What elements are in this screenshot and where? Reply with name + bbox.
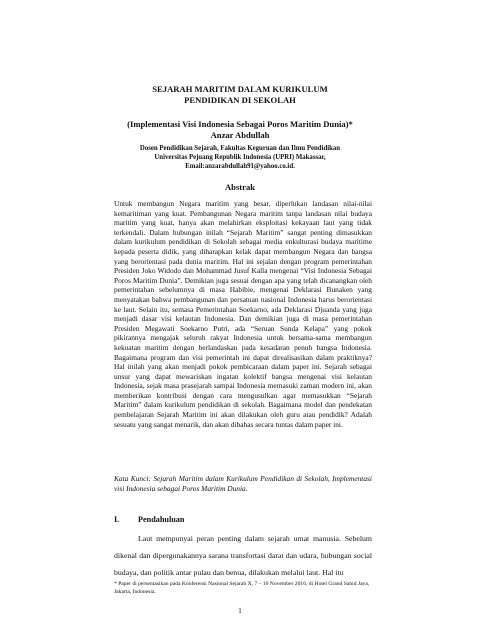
section-title: Pendahuluan xyxy=(138,515,185,524)
abstract-heading: Abstrak xyxy=(224,182,256,192)
footnote: * Paper di persentasikan pada Konferensi Nasional Sejarah X, 7 – 10 November 2016, di Hotel Grand Sahid Jaya, Jakarta, Indonesia. xyxy=(114,581,370,595)
intro-paragraph: Laut mempunyai peran penting dalam sejarah umat manusia. Sebelum dikenal dan dipergunakannya sarana transfortasi darat dan udara, hubungan social budaya, dan politik antar pulau dan benua, dilakukan melalui laut. Hal itu xyxy=(114,534,372,577)
section-heading xyxy=(114,515,184,524)
page-number: 1 xyxy=(238,606,242,615)
abstract-text: Untuk membangun Negara maritim yang besar, diperlukan landasan nilai-nilai kemaritiman yang kuat. Pembangunan Negara maritim tanpa landasan nilai budaya maritim yang kuat, hanya akan melahirkan eksploitasi kekayaan laut yang tidak terkendali. Dalam hubungan inilah “Sejarah Maritim” sangat penting dimasukkan dalam kurikulum pendidikan di Sekolah sebagai media enkulturasi budaya maritime kepada peserta didik, yang diharapkan kelak dapat membangun Negara dan bangsa yang berorientasi pada dunia maritim. Hal ini sejalan dengan program pemerintahan Presiden Joko Widodo dan Mohammad Jusuf Kalla mengenai “Visi Indonesia Sebagai Poros Maritim Dunia”. Demikian juga sesuai dengan apa yang telah dicanangkan oleh pemerintahan sebelumnya di masa Habibie, mengenai Deklarasi Bunaken yang menyatakan bahwa pembangunan dan persatuan nasional Indonesia harus berorientasi ke laut. Selain itu, semasa Pemerintahan Soekarno, ada Deklarasi Djuanda yang juga menjadi dasar visi kelautan Indonesia. Dan demikian juga di masa pemerintahan Presiden Megawati Soekarno Putri, ada “Seruan Sunda Kelapa” yang pokok pikirannya mengajak seluruh rakyat Indonesia untuk bersama-sama membangun kekuatan maritim dengan berlandaskan pada kesadaran penuh bangsa Indonesia. Bagaimana program dan visi pemerintah ini dapat direalisasikan dalam praktiknya? Hal inilah yang akan menjadi pokok pembicaraan dalam paper ini. Sejarah sebagai unsur yang dapat mewariskan ingatan kolektif bangsa mengenai visi kelautan Indonesia, sejak masa prasejarah sampai Indonesia memasuki zaman modern ini, akan memberikan kontribusi dengan cara mengusulkan agar memasukkan “Sejarah Maritim” dalam kurikulum pendidikan di sekolah. Bagaimana model dan pendekatan pembelajaran Sejarah Maritim ini akan dilakukan oleh guru atau pendidik? Adalah sesuatu yang sangat menarik, dan akan dibahas secara tuntas dalam paper ini. xyxy=(114,199,372,429)
paper-subtitle xyxy=(0,119,480,141)
author-name: Anzar Abdullah xyxy=(210,130,270,140)
paper-title xyxy=(0,84,480,106)
keywords: Kata Kunci: Sejarah Maritim dalam Kurikulum Pendidikan di Sekolah, Implementasi visi Indonesia sebagai Poros Maritim Dunia. xyxy=(114,474,372,493)
author-email: Email:anzarabdullah91@yahoo.co.id. xyxy=(185,163,295,171)
title-line-1: SEJARAH MARITIM DALAM KURIKULUM xyxy=(152,84,328,94)
section-number: I. xyxy=(114,515,120,524)
author-affiliation xyxy=(0,144,480,172)
title-line-2: PENDIDIKAN DI SEKOLAH xyxy=(184,95,296,105)
subtitle-line: (Implementasi Visi Indonesia Sebagai Poros Maritim Dunia)* xyxy=(127,119,353,129)
affiliation-line-2: Universitas Pejuang Republik Indonesia (UPRI) Makassar, xyxy=(154,154,326,162)
affiliation-line-1: Dosen Pendidikan Sejarah, Fakultas Keguruan dan Ilmu Pendidikan xyxy=(139,145,341,152)
